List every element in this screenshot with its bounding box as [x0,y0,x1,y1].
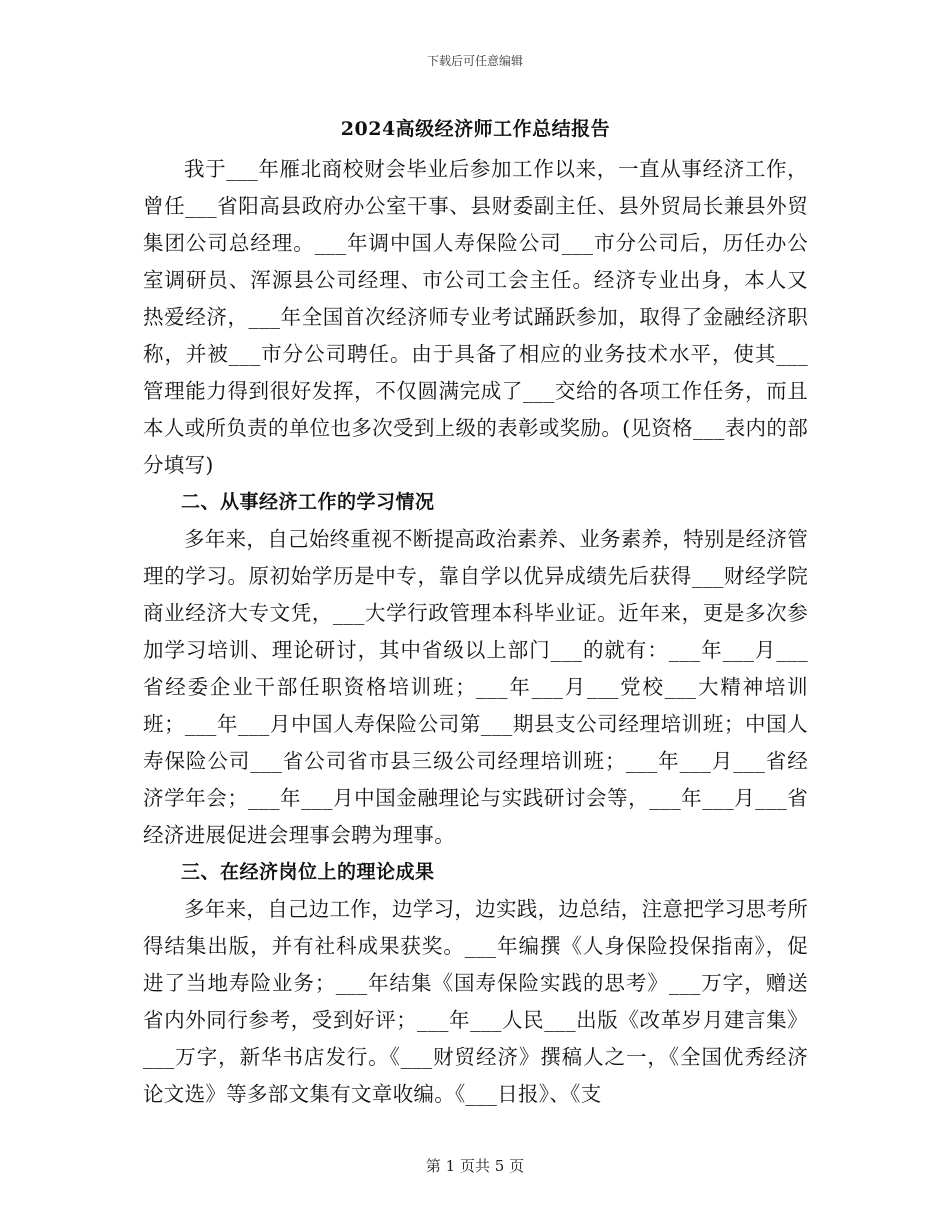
document-body [143,111,808,1113]
section-heading-study: 二、从事经济工作的学习情况 [181,491,435,513]
page-number: 第 1 页共 5 页 [425,1157,525,1175]
intro-paragraph: 我于___年雁北商校财会毕业后参加工作以来，一直从事经济工作，曾任___省阳高县政府办公室干事、县财委副主任、县外贸局长兼县外贸集团公司总经理。___年调中国人寿保险公司___市分公司后，历任办公室调研员、浑源县公司经理、市公司工会主任。经济专业出身，本人又热爱经济，___年全国首次经济师专业考试踊跃参加，取得了金融经济职称，并被___市分公司聘任。由于具备了相应的业务技术水平，使其___管理能力得到很好发挥，不仅圆满完成了___交给的各项工作任务，而且本人或所负责的单位也多次受到上级的表彰或奖励。(见资格___表内的部分填写) [143,157,808,477]
section-achievements-paragraph: 多年来，自己边工作，边学习，边实践，边总结，注意把学习思考所得结集出版，并有社科成果获奖。___年编撰《人身保险投保指南》，促进了当地寿险业务；___年结集《国寿保险实践的思考》___万字，赠送省内外同行参考，受到好评；___年___人民___出版《改革岁月建言集》___万字，新华书店发行。《___财贸经济》撰稿人之一，《全国优秀经济论文选》等多部文集有文章收编。《___日报》、《支 [143,897,808,1106]
section-study-paragraph: 多年来，自己始终重视不断提高政治素养、业务素养，特别是经济管理的学习。原初始学历是中专，靠自学以优异成绩先后获得___财经学院商业经济大专文凭，___大学行政管理本科毕业证。近年来，更是多次参加学习培训、理论研讨，其中省级以上部门___的就有：___年___月___省经委企业干部任职资格培训班；___年___月___党校___大精神培训班；___年___月中国人寿保险公司第___期县支公司经理培训班；中国人寿保险公司___省公司省市县三级公司经理培训班；___年___月___省经济学年会；___年___月中国金融理论与实践研讨会等，___年___月___省经济进展促进会理事会聘为理事。 [143,527,808,847]
document-title: 2024高级经济师工作总结报告 [340,118,611,140]
section-heading-achievements: 三、在经济岗位上的理论成果 [181,861,435,883]
page-header-note: 下载后可任意编辑 [426,54,523,68]
